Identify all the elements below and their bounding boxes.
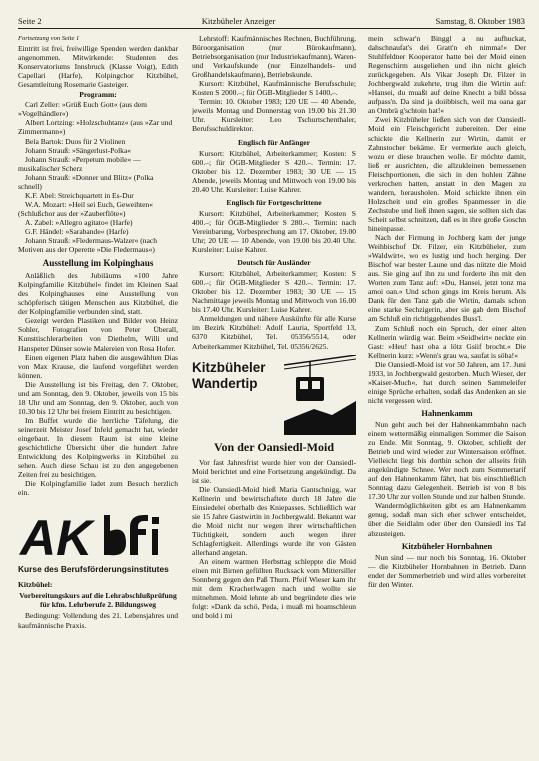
program-item: Bela Bartok: Duos für 2 Violinen (25, 136, 126, 146)
newspaper-name: Kitzbüheler Anzeiger (201, 16, 276, 26)
exhibition-paragraph: Im Buffet wurde die herrliche Täfelung, die seinerzeit Meister Josef Infeld gemacht hat, wieder eingebaut. In diesem Raum ist eine kleine geschichtliche Übersicht über die hundert Jahre Entwicklung des Kolpingwerks in Kitzbühel zu sehen. Auch diese Schau ist zu den angegebenen Zeiten frei zu besichtigen. (18, 415, 178, 480)
oansiedl-headline: Von der Oansiedl-Moid (213, 439, 335, 454)
english-beginners-text: Kursort: Kitzbühel, Arbeiterkammer; Kosten: S 600.–; für ÖGB-Mitglieder S 420.–. Termin: 17. Oktober bis 12. Dezember 1983; 30 UE — 15 Abende, jeweils Montag und Mittwoch von 19.00 bis 20.40 Uhr. Kursleiter: Luise Kahrer. (192, 148, 356, 194)
wandertip-banner (192, 355, 356, 435)
hahnenkamm-headline: Hahnenkamm (421, 408, 473, 418)
wandertip-title-line2: Wandertip (192, 375, 258, 391)
program-list (18, 100, 178, 254)
intro-paragraph: Eintritt ist frei, freiwillige Spenden werden dankbar angenommen. Mitwirkende: Studenten des Konservatoriums Innsbruck (Klasse Voigt), Edith Capellari (Harfe), Kolpingchor Kitzbühel, Gesamtleitung Rosemarie Gasteiger. (18, 44, 178, 90)
program-item: G.F. Händel: »Sarabande« (Harfe) (25, 226, 129, 236)
exhibition-paragraph: Die Kolpingfamilie ladet zum Besuch herzlich ein. (18, 479, 178, 498)
column-3 (368, 34, 526, 756)
continuation-note: Fortsetzung von Seite 1 (18, 35, 80, 42)
exhibition-paragraph: Die Ausstellung ist bis Freitag, den 7. Oktober, und am Sonntag, den 9. Oktober, jeweils von 15 bis 18 Uhr und am Sonntag, den 9. Oktober, auch von 10.30 bis 12 Uhr bei freiem Eintritt zu besichtigen. (18, 379, 178, 416)
course-paragraph: Lehrstoff: Kaufmännisches Rechnen, Buchführung, Büroorganisation (nur Bürokaufmann), Betriebsorganisation (nur Industriekaufmann), Waren- und Verkaufskunde (nur Einzelhandels- und Großhandelskaufmann), Betriebskunde. (192, 34, 356, 80)
german-course-title: Deutsch für Ausländer (237, 258, 311, 268)
program-item: W.A. Mozart: »Heil sei Euch, Geweihten« (Schlußchor aus der »Zauberflöte«) (18, 199, 153, 218)
program-item: A. Zabel: »Allegro agitato« (Harfe) (25, 217, 133, 227)
oansiedl-continued: Nach der Firmung in Jochberg kam der junge Weihbischof Dr. Filzer, ein Kitzbüheler, zum »Waldwirt«, wo es lustig und hoch herging. Der Bischof war bester Laune und das nützte die Moid aus. Sie ging auf ihn zu und forderte ihn mit den Worten zum Tanz auf: »Du, Hansei, jetzt tonz ma amoi oan.« Und schon gings im Kreis herum. Als Dank für den Tanz gab die Wirtin, damals schon eine starke Sechzigerin, aber sie gab dem Bischof am Schluß ein richtiggehendes Buss'l. (368, 233, 526, 324)
course-paragraph: Kursort: Kitzbühel, Kaufmännische Berufsschule; Kosten S 2000.–; für ÖGB-Mitglieder S 1400,–. (192, 79, 356, 98)
oansiedl-continued: Zwei Kitzbüheler ließen sich von der Oansiedl-Moid ein Fleischgericht zubereiten. Der eine schickte die Kellnerin zur Wirtin, damit er Zahnstocher bekäme. Er vermerkte auch gleich, wozu er diese brauchen wolle. Er möchte damit, ließ er ausrichten, die allzukleinen bemessenen Fleischportionen, die sich in den hohlen Zähne verkrochen hatten, anstatt in den Magen zu wandern, herausholen. Moid schickte ihnen ein Holzscheit und ein großes Spanmesser in die Zechstube und ließ ihnen sagen, sie sollten sich das Scheit selbst schnitzen, daß es in ihre große Goschn hineinpasse. (368, 115, 526, 233)
oansiedl-paragraph: Die Oansiedl-Moid hieß Maria Gantschnigg, war Kellnerin und bewirtschaftete durch 18 Jahre die Einsiedelei oberhalb des Kniepasses. Schließlich war sie 15 Jahre Gastwirtin in Jochbergwald. Bekannt war die Moid nicht nur wegen ihrer wirtschaftlichen Tüchtigkeit, sondern auch wegen ihrer Schlagfertigkeit. Allerdings wurde ihr von Gästen allerhand angetan. (192, 484, 356, 558)
exhibition-paragraph: Einen eigenen Platz haben die ausgewählten Dias von Max Krause, die laufend vorgeführt werden können. (18, 352, 178, 380)
exhibition-paragraph: Gezeigt werden Plastiken und Bilder von Heinz Sohler, Fotografien von Peter Überall, Kunsttischlerarbeiten von Diethelm, Willi und Hanspeter Dünser sowie Malereien von Rosa Hofer. (18, 316, 178, 353)
gondola-illustration (284, 355, 356, 435)
exhibition-paragraph: Anläßlich des Jubiläums »100 Jahre Kolpingfamilie Kitzbühel« findet im Kleinen Saal des Kolpinghauses eine Ausstellung von schöpferisch tätigen Menschen aus Kitzbühel, die der Kolpingfamilie verbunden sind, statt. (18, 271, 178, 317)
oansiedl-continued: Die Oansiedl-Moid ist vor 50 Jahren, am 17. Juni 1933, in Jochbergwald gestorben. Much Wieser, der »Kaiser-Much«, hat durch seinen Sammeleifer einige Sprüche erhalten, sodaß das Andenken an sie nicht vergessen wird. (368, 359, 526, 405)
hornbahnen-paragraph: Nun sind — nur noch bis Sonntag, 16. Oktober — die Kitzbüheler Hornbahnen in Betrieb. Dann endet der Sommerbetrieb und wird alles vorbereitet für den Winter. (368, 552, 526, 589)
english-advanced-title: Englisch für Fortgeschrittene (226, 197, 322, 207)
page-header (18, 14, 525, 26)
oansiedl-paragraph: An einem warmen Herbsttag schleppte die Moid einen mit Birnen gefüllten Rucksack vom Mittersiller Sonnberg gegen den Paß Thurn. Pfeif Wieser kam ihr mit dem Kracherlwagen nach und wollte sie mitnehmen. Moid lehnte ab und begründete dies wie folgt: »Dank da schö, Peda, i muaß mi hoamschleun und bold i mi (192, 557, 356, 621)
registration-text: Anmeldungen und nähere Auskünfte für alle Kurse im Bezirk Kitzbühel: Adolf Lauria, Sportfeld 13, 6370 Kitzbühel, Tel. 05356/5514, oder Arbeiterkammer Kitzbühel, Tel. 05356/2625. (192, 314, 356, 351)
column-2 (192, 34, 356, 756)
program-title: Programm: (79, 90, 117, 100)
ak-bfi-logo (18, 505, 178, 561)
program-item: Johann Strauß: »Donner und Blitz« (Polka schnell) (18, 172, 154, 191)
course-paragraph: Termin: 10. Oktober 1983; 120 UE — 40 Abende, jeweils Montag und Donnerstag von 19.00 bis 21.30 Uhr. Kursleiter: Leo Tschurtschenthaler, Berufsschuldirektor. (192, 97, 356, 134)
english-beginners-title: Englisch für Anfänger (237, 137, 310, 147)
column-1 (18, 34, 178, 756)
program-item: Johann Strauß: »Sängerlust-Polka« (25, 145, 132, 155)
program-item: Johann Strauß: »Perpetum mobile« — musikalischer Scherz (18, 154, 141, 173)
courses-requirement: Bedingung: Vollendung des 21. Lebensjahres und kaufmännische Praxis. (18, 611, 178, 630)
issue-date: Samstag, 8. Oktober 1983 (435, 16, 525, 26)
hornbahnen-headline: Kitzbüheler Hornbahnen (401, 541, 493, 551)
hahnenkamm-paragraph: Wandermöglichkeiten gibt es am Hahnenkamm genug, sodaß man sich eher schwer entscheidet, über die Seidlalm oder über den Oansiedl ins Tal abzusteigen. (368, 501, 526, 538)
wandertip-title-line1: Kitzbüheler (192, 359, 266, 375)
svg-text:AK: AK (20, 510, 93, 562)
oansiedl-paragraph: Vor fast Jahresfrist wurde hier von der Oansiedl-Moid berichtet und eine Fortsetzung angekündigt. Da ist sie. (192, 457, 356, 485)
exhibition-headline: Ausstellung im Kolpinghaus (42, 258, 154, 269)
program-item: Johann Strauß: »Fledermaus-Walzer« (nach Motiven aus der Operette »Die Fledermaus«) (18, 236, 158, 255)
courses-subheadline: Vorbereitungskurs auf die Lehrabschlußprüfung für kfm. Lehrberufe 2. Bildungsweg (19, 591, 177, 610)
oansiedl-continued: Zum Schluß noch ein Spruch, der einer alten Kellnerin würdig war. Beim »Seidlwirt« neckte ein Gast: »Heu! hast oba a lötz Gsiif brocht.« Die Kellnerin kurz: »Wenn's grau wa, saufat is söba!« (368, 323, 526, 360)
courses-headline: Kurse des Berufsförderungsinstitutes (18, 564, 169, 575)
program-item: Carl Zeller: »Grüß Euch Gott« (aus dem »Vogelhändler«) (18, 100, 147, 119)
german-course-text: Kursort: Kitzbühel, Arbeiterkammer; Kosten: S 600.–; für ÖGB-Mitglieder S 420.–. Termin: 17. Oktober bis 12. Dezember 1983; 30 UE — 15 Nachmittage jeweils Montag und Mittwoch von 16.00 bis 17.40 Uhr. Kursleiter: Luise Kahrer. (192, 269, 356, 315)
courses-location: Kitzbühel: (18, 580, 53, 590)
oansiedl-continued: mein schwar'n Binggl a nu aufhuckat, dahschnaufat's dei Gratt'n eh nimma!« Der Stuhlfeldner Kooperator hatte bei der Moid einen Regenschirm ausgeliehen und ihn nicht gleich zurückgegeben. Als Vikar Joseph Dr. Filzer in Jochbergwald zukehrte, trug ihm die Wirtin auf: »Hansei, du muaßt auf deine Knecht a bißl bössa aufpass'n. Da sind ja doiibbisch, weil ma oana gar an Ombrä g'schtoin hat!« (368, 34, 526, 116)
hahnenkamm-paragraph: Nun geht auch bei der Hahnenkammbahn nach einem wettermäßig einmaligen Sommer die Saison zu Ende. Mit Sonntag, 9. Oktober, schließt der Betrieb und wird wieder zur Wintersaison eröffnet. Vielleicht liegt bis dorthin schon der allseits früh angekündigte Schnee. Wer noch zum Sommertarif auf den Hahnenkamm fährt, hat bis einschließlich Sonntag dazu Gelegenheit. Betrieb ist von 8 bis 17.30 Uhr zur vollen Stunde und zur halben Stunde. (368, 419, 526, 502)
ak-bfi-logo-graphic (18, 505, 178, 561)
page-number: Seite 2 (18, 16, 42, 26)
program-item: Albert Lortzing: »Holzschuhtanz« (aus »Zar und Zimmermann«) (18, 118, 173, 137)
english-advanced-text: Kursort: Kitzbühel, Arbeiterkammer; Kosten S 400.–; für ÖGB-Mitglieder S 280.–. Termin: nach Vereinbarung, Vorbesprechung am 17. Oktober, 19.00 Uhr; 20 UE — 10 Abende, von 19.00 bis 20.40 Uhr. Kursleiter: Luise Kahrer. (192, 208, 356, 255)
header-rule (18, 28, 525, 29)
program-item: K.F. Abel: Streichquartett in Es-Dur (25, 190, 134, 200)
